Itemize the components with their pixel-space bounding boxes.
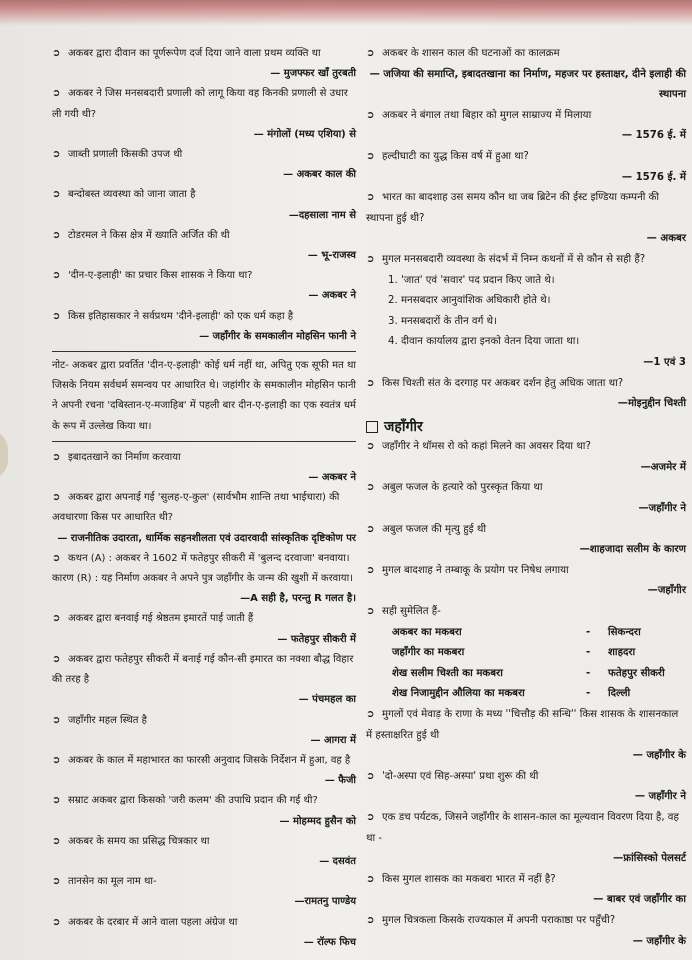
answer-text: — राजनीतिक उदारता, धार्मिक सहनशीलता एवं उदारवादी सांस्कृतिक दृष्टिकोण पर — [57, 532, 356, 544]
question-item — [52, 711, 356, 731]
question-item — [52, 488, 356, 528]
answer-text: —अजमेर में — [640, 461, 686, 473]
question-text: जहाँगीर महल स्थित है — [68, 714, 147, 726]
answer-text: —1 एवं 3 — [643, 356, 686, 368]
question-item — [52, 650, 356, 690]
question-item — [366, 188, 686, 229]
arrow-bullet-icon: ➲ — [52, 48, 61, 59]
question-item — [52, 832, 356, 852]
table-cell: सिकन्दरा — [608, 626, 641, 638]
arrow-bullet-icon: ➲ — [52, 876, 61, 888]
answer-text: — अकबर — [646, 233, 686, 245]
answer-text: — जहाँगीर के समकालीन मोहसिन फानी ने — [199, 330, 356, 342]
table-cell: फतेहपुर सीकरी — [608, 667, 665, 679]
question-text: मुगलों एवं मेवाड़ के राणा के मध्य ''चित्तौड़ की सन्धि'' किस शासक के शासनकाल में हस्ताक्षरित हुई थी — [366, 709, 679, 741]
answer-text: — 1576 ई. में — [621, 130, 686, 142]
arrow-bullet-icon: ➲ — [52, 229, 61, 241]
question-text: भारत का बादशाह उस समय कौन था जब ब्रिटेन की ईस्ट इण्डिया कम्पनी की स्थापना हुई थी? — [366, 192, 660, 224]
answer-text: — अकबर ने — [308, 290, 356, 302]
statement-item: 1. 'जात' एवं 'सवार' पद प्रदान किए जाते थे। — [388, 274, 555, 286]
question-item — [52, 448, 356, 468]
answer-text: —जहाँगीर ने — [638, 503, 686, 515]
statement-item: 4. दीवान कार्यालय द्वारा इनको वेतन दिया जाता था। — [388, 336, 580, 348]
arrow-bullet-icon: ➲ — [366, 192, 375, 204]
answer-text: — भू-राजस्व — [307, 250, 356, 262]
question-text: मुगल मनसबदारी व्यवस्था के संदर्भ में निम्न कथनों में से कौन से सही हैं? — [382, 253, 646, 265]
arrow-bullet-icon: ➲ — [52, 552, 61, 564]
arrow-bullet-icon: ➲ — [52, 88, 61, 100]
answer-text: — जजिया की समाप्ति, इबादतखाना का निर्माण, महजर पर हस्ताक्षर, दीने इलाही की स्थापना — [369, 68, 686, 101]
question-item — [366, 911, 686, 932]
answer-text: — अकबर काल की — [283, 169, 356, 181]
answer-text: — बाबर एवं जहाँगीर का — [593, 894, 686, 906]
question-text: अकबर ने जिस मनसबदारी प्रणाली को लागू किया वह किनकी प्रणाली से उधार ली गयी थी? — [52, 88, 348, 120]
arrow-bullet-icon: ➲ — [366, 709, 375, 720]
statement-item: 2. मनसबदार आनुवांशिक अधिकारी होते थे। — [388, 295, 551, 307]
answer-text: — रॉल्फ फिच — [303, 936, 356, 948]
question-text: सम्राट अकबर द्वारा किसको 'जरी कलम' की उपाधि प्रदान की गई थी? — [68, 795, 318, 807]
answer-text: — मंगोलों (मध्य एशिया) से — [253, 128, 356, 140]
table-cell: दिल्ली — [608, 688, 631, 700]
question-item — [366, 437, 686, 458]
table-cell: - — [586, 626, 591, 638]
section-heading — [366, 417, 686, 438]
arrow-bullet-icon: ➲ — [366, 770, 375, 782]
question-text: बन्दोबस्त व्यवस्था को जाना जाता है — [68, 189, 196, 201]
question-text: हल्दीघाटी का युद्ध किस वर्ष में हुआ था? — [382, 150, 529, 162]
arrow-bullet-icon: ➲ — [366, 523, 375, 535]
question-text: किस इतिहासकार ने सर्वप्रथम 'दीने-इलाही' को एक धर्म कहा है — [68, 310, 294, 322]
answer-text: —A सही है, परन्तु R गलत है। — [240, 593, 356, 605]
arrow-bullet-icon: ➲ — [52, 653, 61, 665]
section-heading-text: जहाँगीर — [384, 418, 423, 435]
question-item — [52, 791, 356, 811]
question-item — [366, 602, 686, 623]
question-text: 'दीन-ए-इलाही' का प्रचार किस शासक ने किया था? — [68, 270, 253, 282]
table-cell: शेख निजामुद्दीन औलिया का मकबरा — [392, 688, 525, 700]
arrow-bullet-icon: ➲ — [366, 606, 375, 618]
question-item — [52, 44, 356, 64]
question-item — [366, 870, 686, 891]
arrow-bullet-icon: ➲ — [52, 149, 61, 161]
question-item — [366, 374, 686, 395]
question-text: मुगल बादशाह ने तम्बाकू के प्रयोग पर निषेध लगाया — [382, 564, 569, 576]
table-cell: जहाँगीर का मकबरा — [392, 647, 465, 659]
arrow-bullet-icon: ➲ — [366, 150, 375, 162]
arrow-bullet-icon: ➲ — [52, 613, 61, 625]
table-cell: - — [586, 667, 591, 679]
question-text: अकबर के समय का प्रसिद्ध चित्रकार था — [68, 835, 210, 847]
answer-text: — जहाँगीर के — [632, 935, 686, 947]
answer-text: —जहाँगीर — [647, 585, 686, 597]
question-item — [52, 307, 356, 327]
question-item — [52, 145, 356, 165]
answer-text: —मोइनुद्दीन चिश्ती — [617, 398, 686, 410]
right-column — [366, 44, 686, 952]
question-item — [366, 520, 686, 541]
question-item — [52, 84, 356, 124]
question-item — [366, 147, 686, 168]
question-text: जाब्ती प्रणाली किसकी उपज थी — [68, 149, 183, 161]
question-text: अकबर के काल में महाभारत का फारसी अनुवाद जिसके निर्देशन में हुआ, वह है — [68, 754, 351, 766]
answer-text: — जहाँगीर ने — [634, 791, 686, 803]
arrow-bullet-icon: ➲ — [366, 377, 375, 389]
left-column — [52, 44, 356, 953]
arrow-bullet-icon: ➲ — [52, 451, 61, 463]
answer-text: — आगरा में — [310, 734, 356, 746]
question-item — [366, 250, 686, 271]
table-cell: - — [586, 647, 591, 659]
thumb-shadow — [0, 430, 8, 480]
answer-text: — 1576 ई. में — [621, 171, 686, 183]
question-text: अबुल फजल की मृत्यु हुई थी — [382, 523, 486, 535]
arrow-bullet-icon: ➲ — [366, 811, 375, 823]
answer-text: — जहाँगीर के — [632, 750, 686, 762]
question-text: अकबर ने बंगाल तथा बिहार को मुगल साम्राज्य में मिलाया — [382, 109, 592, 121]
reason-text: कारण (R) : यह निर्माण अकबर ने अपने पुत्र जहाँगीर के जन्म की खुशी में करवाया। — [52, 573, 353, 585]
question-item — [52, 549, 356, 569]
answer-text: — फैजी — [324, 775, 356, 787]
arrow-bullet-icon: ➲ — [52, 916, 61, 928]
question-item — [52, 913, 356, 933]
question-text: कथन (A) : अकबर ने 1602 में फतेहपुर सीकरी में 'बुलन्द दरवाजा' बनवाया। — [68, 552, 350, 564]
arrow-bullet-icon: ➲ — [366, 564, 375, 576]
answer-text: — मोहम्मद हुसैन को — [279, 815, 356, 827]
answer-text: —शाहजादा सलीम के कारण — [579, 544, 686, 556]
question-text: इबादतखाने का निर्माण करवाया — [68, 451, 181, 463]
question-text: अकबर द्वारा दीवान का पूर्णरूपेण दर्ज दिया जाने वाला प्रथम व्यक्ति था — [68, 48, 321, 59]
question-item — [366, 767, 686, 788]
answer-text: —रामतनु पाण्डेय — [294, 896, 356, 908]
table-cell: शाहदरा — [608, 647, 636, 659]
question-text: किस मुगल शासक का मकबरा भारत में नहीं है? — [382, 873, 556, 885]
answer-text: —दहसाला नाम से — [288, 209, 356, 221]
answer-text: — फतेहपुर सीकरी में — [277, 633, 356, 645]
question-text: जहाँगीर ने थॉमस रो को कहां मिलने का अवसर दिया था? — [382, 441, 591, 453]
arrow-bullet-icon: ➲ — [52, 795, 61, 807]
question-text: तानसेन का मूल नाम था- — [68, 876, 157, 888]
question-text: अबुल फजल के हत्यारे को पुरस्कृत किया था — [382, 482, 543, 494]
question-text: अकबर द्वारा बनवाई गई श्रेष्ठतम इमारतें पाई जाती हैं — [68, 613, 254, 625]
question-item — [366, 106, 686, 127]
question-item — [52, 226, 356, 246]
arrow-bullet-icon: ➲ — [366, 109, 375, 121]
question-item — [366, 561, 686, 582]
arrow-bullet-icon: ➲ — [52, 835, 61, 847]
question-item — [366, 44, 686, 65]
question-text: अकबर द्वारा अपनाई गई 'सुलह-ए-कुल' (सार्वभौम शान्ति तथा भाईचारा) की अवधारणा किस पर आधारित थी? — [52, 492, 340, 524]
arrow-bullet-icon: ➲ — [366, 253, 375, 265]
arrow-bullet-icon: ➲ — [52, 492, 61, 504]
arrow-bullet-icon: ➲ — [366, 441, 375, 453]
arrow-bullet-icon: ➲ — [366, 48, 375, 59]
answer-text: — अकबर ने — [308, 472, 356, 484]
match-table — [366, 623, 686, 705]
question-item — [366, 808, 686, 849]
question-text: 'दो-अस्पा एवं सिह-अस्पा' प्रथा शुरू की थी — [382, 770, 539, 782]
question-item — [52, 609, 356, 629]
question-text: अकबर के शासन काल की घटनाओं का कालक्रम — [382, 48, 560, 59]
arrow-bullet-icon: ➲ — [52, 310, 61, 322]
statement-item: 3. मनसबदारों के तीन वर्ग थे। — [388, 315, 497, 327]
question-item — [366, 478, 686, 499]
answer-text: — मुजफ्फर खाँ तुरबती — [270, 68, 356, 80]
table-cell: अकबर का मकबरा — [392, 626, 462, 638]
question-text: मुगल चित्रकला किसके राज्यकाल में अपनी पराकाष्ठा पर पहुँची? — [382, 914, 616, 926]
arrow-bullet-icon: ➲ — [52, 189, 61, 201]
checkbox-square-icon — [366, 421, 378, 433]
question-text: किस चिश्ती संत के दरगाह पर अकबर दर्शन हेतु अधिक जाता था? — [382, 377, 624, 389]
question-item — [52, 751, 356, 771]
arrow-bullet-icon: ➲ — [52, 754, 61, 766]
question-item — [52, 872, 356, 892]
table-cell: - — [586, 688, 591, 700]
question-text: टोडरमल ने किस क्षेत्र में ख्याति अर्जित की थी — [68, 229, 230, 241]
question-text: एक डच पर्यटक, जिसने जहाँगीर के शासन-काल का मूल्यवान विवरण दिया है, वह था - — [366, 811, 679, 844]
answer-text: — पंचमहल का — [298, 694, 356, 706]
question-text: सही सुमेलित हैं- — [382, 606, 441, 618]
question-item — [52, 185, 356, 205]
question-item — [366, 705, 686, 746]
arrow-bullet-icon: ➲ — [52, 714, 61, 726]
arrow-bullet-icon: ➲ — [366, 914, 375, 926]
question-text: अकबर के दरबार में आने वाला पहला अंग्रेज था — [68, 916, 238, 928]
table-cell: शेख सलीम चिश्ती का मकबरा — [392, 667, 503, 679]
arrow-bullet-icon: ➲ — [52, 270, 61, 282]
page-top-edge — [0, 0, 692, 40]
answer-text: — दसवंत — [319, 855, 356, 867]
arrow-bullet-icon: ➲ — [366, 482, 375, 494]
arrow-bullet-icon: ➲ — [366, 873, 375, 885]
question-item — [52, 266, 356, 286]
note-box: नोट- अकबर द्वारा प्रवर्तित 'दीन-ए-इलाही' कोई धर्म नहीं था, अपितु एक सूफी मत था जिसके नियम सर्वधर्म समन्वय पर आधारित थे। जहांगीर के समकालीन मोहसिन फानी ने अपनी रचना 'दबिस्तान-ए-मजाहिब' में पहली बार दीन-ए-इलाही का एक स्वतंत्र धर्म के रूप में उल्लेख किया था। — [52, 351, 356, 442]
answer-text: —फ्रांसिस्को पेलसर्ट — [613, 853, 686, 865]
question-text: अकबर द्वारा फतेहपुर सीकरी में बनाई गई कौन-सी इमारत का नक्शा बौद्ध विहार की तरह है — [52, 653, 354, 686]
